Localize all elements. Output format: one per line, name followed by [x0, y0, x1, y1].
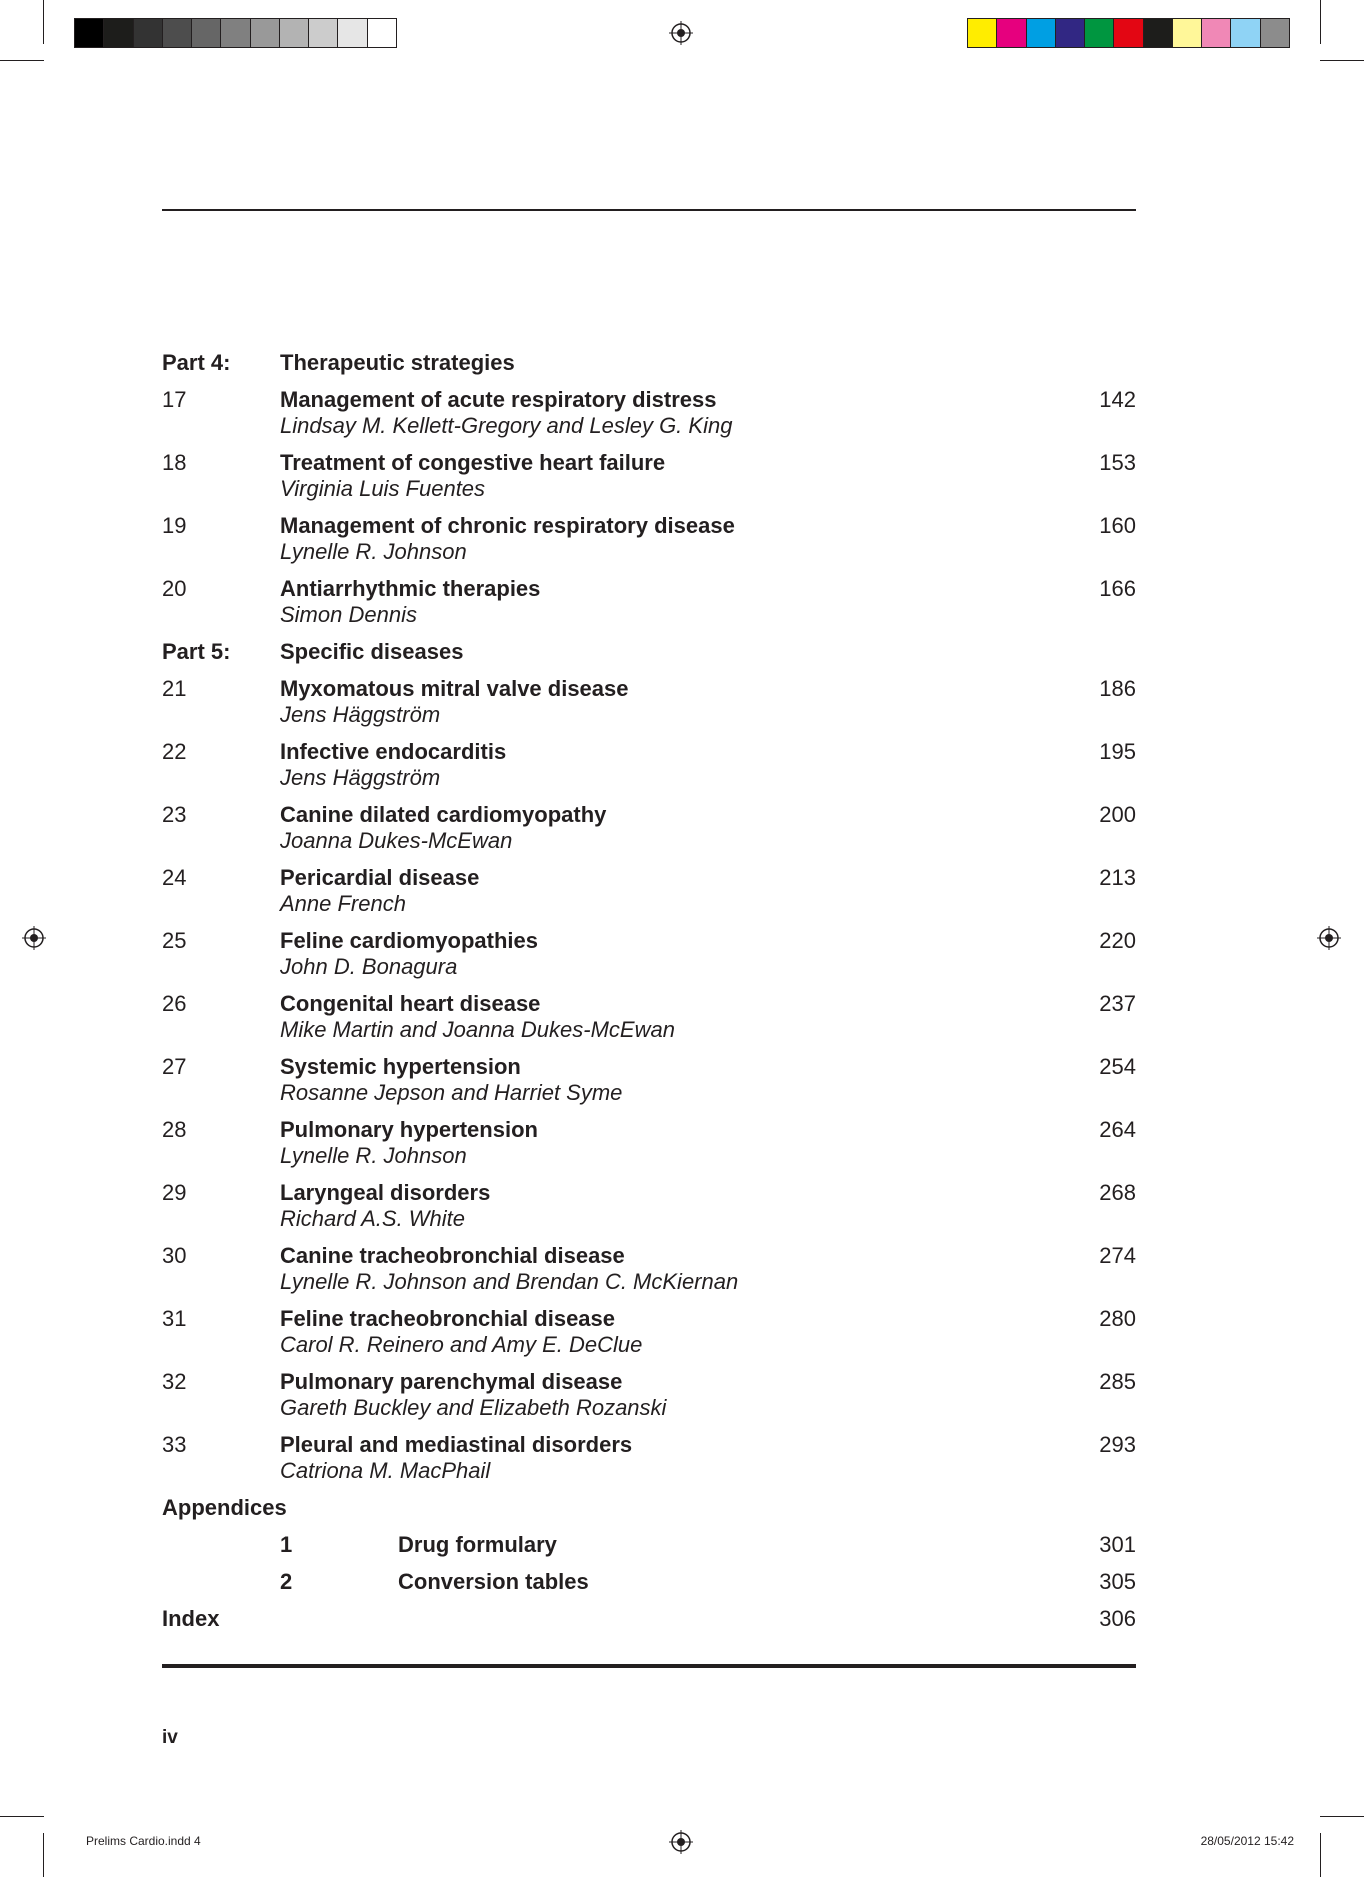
- chapter-author: Carol R. Reinero and Amy E. DeClue: [280, 1332, 643, 1357]
- appendix-number: 1: [280, 1532, 293, 1557]
- registration-mark-icon: [669, 1830, 693, 1854]
- chapter-author: Mike Martin and Joanna Dukes-McEwan: [280, 1017, 675, 1042]
- index-label: Index: [162, 1606, 220, 1631]
- chapter-title: Pulmonary hypertension: [280, 1117, 538, 1142]
- color-patch: [1085, 19, 1114, 47]
- color-patch: [1056, 19, 1085, 47]
- chapter-title: Management of acute respiratory distress: [280, 387, 717, 412]
- chapter-author: Jens Häggström: [280, 765, 441, 790]
- toc-entry: [162, 1180, 1136, 1243]
- chapter-author: Catriona M. MacPhail: [280, 1458, 491, 1483]
- page-number: 268: [1099, 1180, 1136, 1205]
- toc-entry: [162, 1054, 1136, 1117]
- appendix-entry: [162, 1569, 1136, 1606]
- toc-entry: [162, 576, 1136, 639]
- registration-mark-icon: [1317, 926, 1341, 950]
- gray-patch: [221, 19, 250, 47]
- registration-mark-icon: [669, 21, 693, 45]
- toc-entry: [162, 802, 1136, 865]
- page-number: 186: [1099, 676, 1136, 701]
- chapter-number: 28: [162, 1117, 187, 1142]
- appendix-number: 2: [280, 1569, 293, 1594]
- toc-entry: [162, 865, 1136, 928]
- appendices-heading: Appendices: [162, 1495, 287, 1520]
- crop-mark: [43, 1833, 44, 1877]
- toc-entry: [162, 513, 1136, 576]
- chapter-author: Joanna Dukes-McEwan: [280, 828, 513, 853]
- page-number: 305: [1099, 1569, 1136, 1594]
- toc-entry: [162, 1117, 1136, 1180]
- toc-entry: [162, 1243, 1136, 1306]
- toc-entry: [162, 928, 1136, 991]
- chapter-author: Jens Häggström: [280, 702, 441, 727]
- toc-entry: [162, 676, 1136, 739]
- chapter-title: Canine tracheobronchial disease: [280, 1243, 625, 1268]
- gray-patch: [309, 19, 338, 47]
- chapter-number: 29: [162, 1180, 187, 1205]
- chapter-title: Antiarrhythmic therapies: [280, 576, 541, 601]
- top-rule: [162, 209, 1136, 211]
- chapter-number: 24: [162, 865, 187, 890]
- toc-entry: [162, 1306, 1136, 1369]
- bottom-rule: [162, 1664, 1136, 1668]
- chapter-number: 17: [162, 387, 187, 412]
- page-number: 200: [1099, 802, 1136, 827]
- chapter-author: Simon Dennis: [280, 602, 417, 627]
- chapter-number: 33: [162, 1432, 187, 1457]
- toc-entry: [162, 1369, 1136, 1432]
- chapter-title: Pericardial disease: [280, 865, 480, 890]
- color-patch: [1261, 19, 1289, 47]
- color-patch: [1114, 19, 1143, 47]
- page-number: 301: [1099, 1532, 1136, 1557]
- toc-entry: [162, 387, 1136, 450]
- color-patch: [1144, 19, 1173, 47]
- chapter-author: John D. Bonagura: [280, 954, 458, 979]
- chapter-number: 26: [162, 991, 187, 1016]
- toc-entry: [162, 991, 1136, 1054]
- color-patch: [1231, 19, 1260, 47]
- page-number: 213: [1099, 865, 1136, 890]
- chapter-author: Richard A.S. White: [280, 1206, 466, 1231]
- appendix-title: Conversion tables: [398, 1569, 589, 1594]
- crop-mark: [0, 60, 44, 61]
- chapter-number: 31: [162, 1306, 187, 1331]
- registration-mark-icon: [22, 926, 46, 950]
- chapter-number: 18: [162, 450, 187, 475]
- crop-mark: [0, 1816, 44, 1817]
- chapter-title: Canine dilated cardiomyopathy: [280, 802, 607, 827]
- color-patch: [1027, 19, 1056, 47]
- chapter-title: Feline tracheobronchial disease: [280, 1306, 616, 1331]
- part-heading: Part 5: Specific diseases: [162, 639, 464, 664]
- appendix-entry: [162, 1532, 1136, 1569]
- slug-filename: Prelims Cardio.indd 4: [86, 1834, 201, 1848]
- gray-patch: [338, 19, 367, 47]
- gray-patch: [251, 19, 280, 47]
- chapter-author: Anne French: [280, 891, 406, 916]
- chapter-number: 21: [162, 676, 187, 701]
- gray-patch: [163, 19, 192, 47]
- color-patch: [1173, 19, 1202, 47]
- crop-mark: [1320, 1833, 1321, 1877]
- page-number: 254: [1099, 1054, 1136, 1079]
- page-number: 285: [1099, 1369, 1136, 1394]
- chapter-author: Gareth Buckley and Elizabeth Rozanski: [280, 1395, 667, 1420]
- toc-entry: [162, 739, 1136, 802]
- page-number: 274: [1099, 1243, 1136, 1268]
- toc-entry: [162, 1432, 1136, 1495]
- chapter-title: Management of chronic respiratory disease: [280, 513, 735, 538]
- gray-patch: [192, 19, 221, 47]
- chapter-title: Feline cardiomyopathies: [280, 928, 538, 953]
- page-number: 293: [1099, 1432, 1136, 1457]
- index-entry: [162, 1606, 1136, 1643]
- gray-patch: [280, 19, 309, 47]
- slug-timestamp: 28/05/2012 15:42: [1200, 1834, 1294, 1848]
- chapter-title: Pulmonary parenchymal disease: [280, 1369, 623, 1394]
- color-patch: [1202, 19, 1231, 47]
- page-number: 153: [1099, 450, 1136, 475]
- crop-mark: [1320, 0, 1321, 44]
- grayscale-color-bar: [74, 18, 397, 48]
- chapter-title: Laryngeal disorders: [280, 1180, 491, 1205]
- chapter-number: 25: [162, 928, 187, 953]
- chapter-author: Virginia Luis Fuentes: [280, 476, 486, 501]
- chapter-title: Congenital heart disease: [280, 991, 541, 1016]
- page-folio: iv: [162, 1727, 178, 1748]
- gray-patch: [368, 19, 396, 47]
- chapter-title: Systemic hypertension: [280, 1054, 521, 1079]
- chapter-number: 23: [162, 802, 187, 827]
- page-number: 166: [1099, 576, 1136, 601]
- chapter-title: Treatment of congestive heart failure: [280, 450, 666, 475]
- page-number: 280: [1099, 1306, 1136, 1331]
- page-number: 220: [1099, 928, 1136, 953]
- page-number: 160: [1099, 513, 1136, 538]
- page-number: 195: [1099, 739, 1136, 764]
- chapter-author: Rosanne Jepson and Harriet Syme: [280, 1080, 623, 1105]
- chapter-number: 22: [162, 739, 187, 764]
- crop-mark: [43, 0, 44, 44]
- gray-patch: [75, 19, 104, 47]
- gray-patch: [104, 19, 133, 47]
- chapter-author: Lynelle R. Johnson: [280, 539, 467, 564]
- page-number: 142: [1099, 387, 1136, 412]
- chapter-author: Lynelle R. Johnson: [280, 1143, 467, 1168]
- chapter-number: 32: [162, 1369, 187, 1394]
- chapter-author: Lindsay M. Kellett-Gregory and Lesley G. King: [280, 413, 733, 438]
- color-patch: [997, 19, 1026, 47]
- table-of-contents: [162, 350, 1136, 1643]
- process-color-bar: [967, 18, 1290, 48]
- chapter-number: 20: [162, 576, 187, 601]
- page-number: 264: [1099, 1117, 1136, 1142]
- crop-mark: [1320, 1816, 1364, 1817]
- appendix-title: Drug formulary: [398, 1532, 557, 1557]
- page-number: 237: [1099, 991, 1136, 1016]
- chapter-title: Pleural and mediastinal disorders: [280, 1432, 633, 1457]
- page-number: 306: [1099, 1606, 1136, 1631]
- part-heading: Part 4: Therapeutic strategies: [162, 350, 515, 375]
- chapter-number: 30: [162, 1243, 187, 1268]
- chapter-title: Myxomatous mitral valve disease: [280, 676, 629, 701]
- chapter-number: 19: [162, 513, 187, 538]
- chapter-author: Lynelle R. Johnson and Brendan C. McKiernan: [280, 1269, 739, 1294]
- chapter-title: Infective endocarditis: [280, 739, 507, 764]
- chapter-number: 27: [162, 1054, 187, 1079]
- crop-mark: [1320, 60, 1364, 61]
- gray-patch: [134, 19, 163, 47]
- color-patch: [968, 19, 997, 47]
- toc-entry: [162, 450, 1136, 513]
